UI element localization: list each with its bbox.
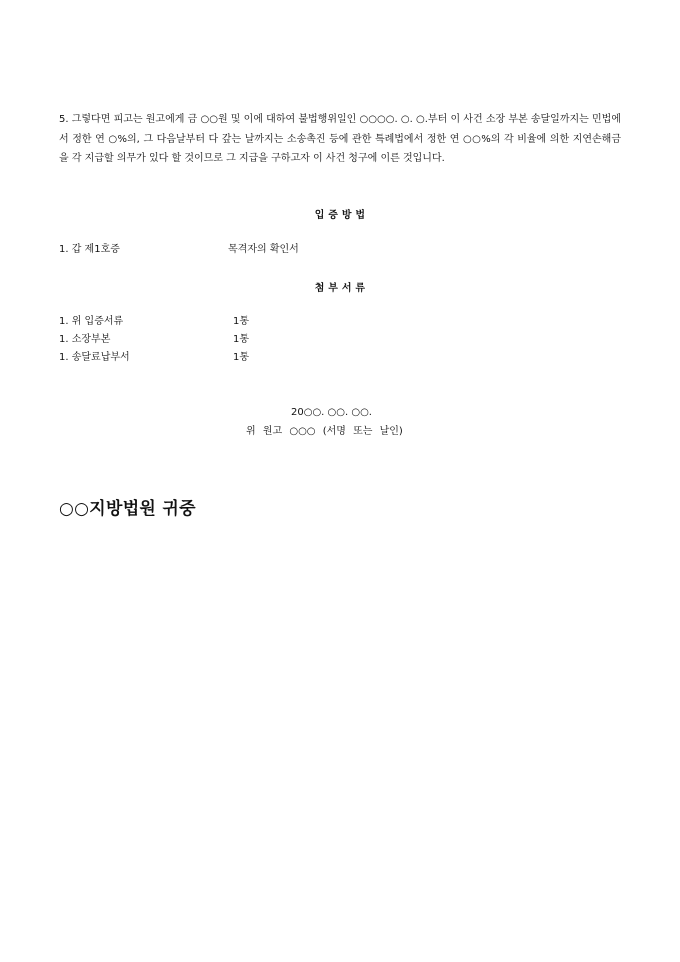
attachment-item bbox=[59, 314, 250, 330]
attachment-item bbox=[59, 332, 250, 348]
court-addressee: ○○지방법원 귀중 bbox=[59, 499, 196, 519]
evidence-item bbox=[59, 242, 299, 258]
attachment-item-count: 1통 bbox=[233, 334, 250, 345]
attachment-item bbox=[59, 350, 250, 366]
attachment-item-label: 1. 소장부본 bbox=[59, 334, 111, 345]
attachments-heading: 첨 부 서 류 bbox=[314, 283, 366, 294]
evidence-item-value: 목격자의 확인서 bbox=[228, 244, 299, 255]
claim-paragraph: 5. 그렇다면 피고는 원고에게 금 ○○원 및 이에 대하여 불법행위일인 ○○○○. ○. ○.부터 이 사건 소장 부본 송달일까지는 민법에서 정한 연 ○%의, 그 다음날부터 다 갚는 날까지는 소송촉진 등에 관한 특례법에서 정한 연 ○○%의 각 비율에 의한 지연손해금을 각 지급할 의무가 있다 할 것이므로 그 지급을 구하고자 이 사건 청구에 이른 것입니다. bbox=[59, 114, 621, 164]
plaintiff-signature-line: 위 원고 ○○○ (서명 또는 날인) bbox=[246, 426, 403, 437]
attachment-item-count: 1통 bbox=[233, 316, 250, 327]
attachment-item-label: 1. 위 입증서류 bbox=[59, 316, 124, 327]
attachment-item-label: 1. 송달료납부서 bbox=[59, 352, 130, 363]
filing-date: 20○○. ○○. ○○. bbox=[291, 407, 372, 418]
evidence-heading: 입 증 방 법 bbox=[314, 210, 366, 221]
evidence-item-label: 1. 갑 제1호증 bbox=[59, 244, 120, 255]
attachment-item-count: 1통 bbox=[233, 352, 250, 363]
